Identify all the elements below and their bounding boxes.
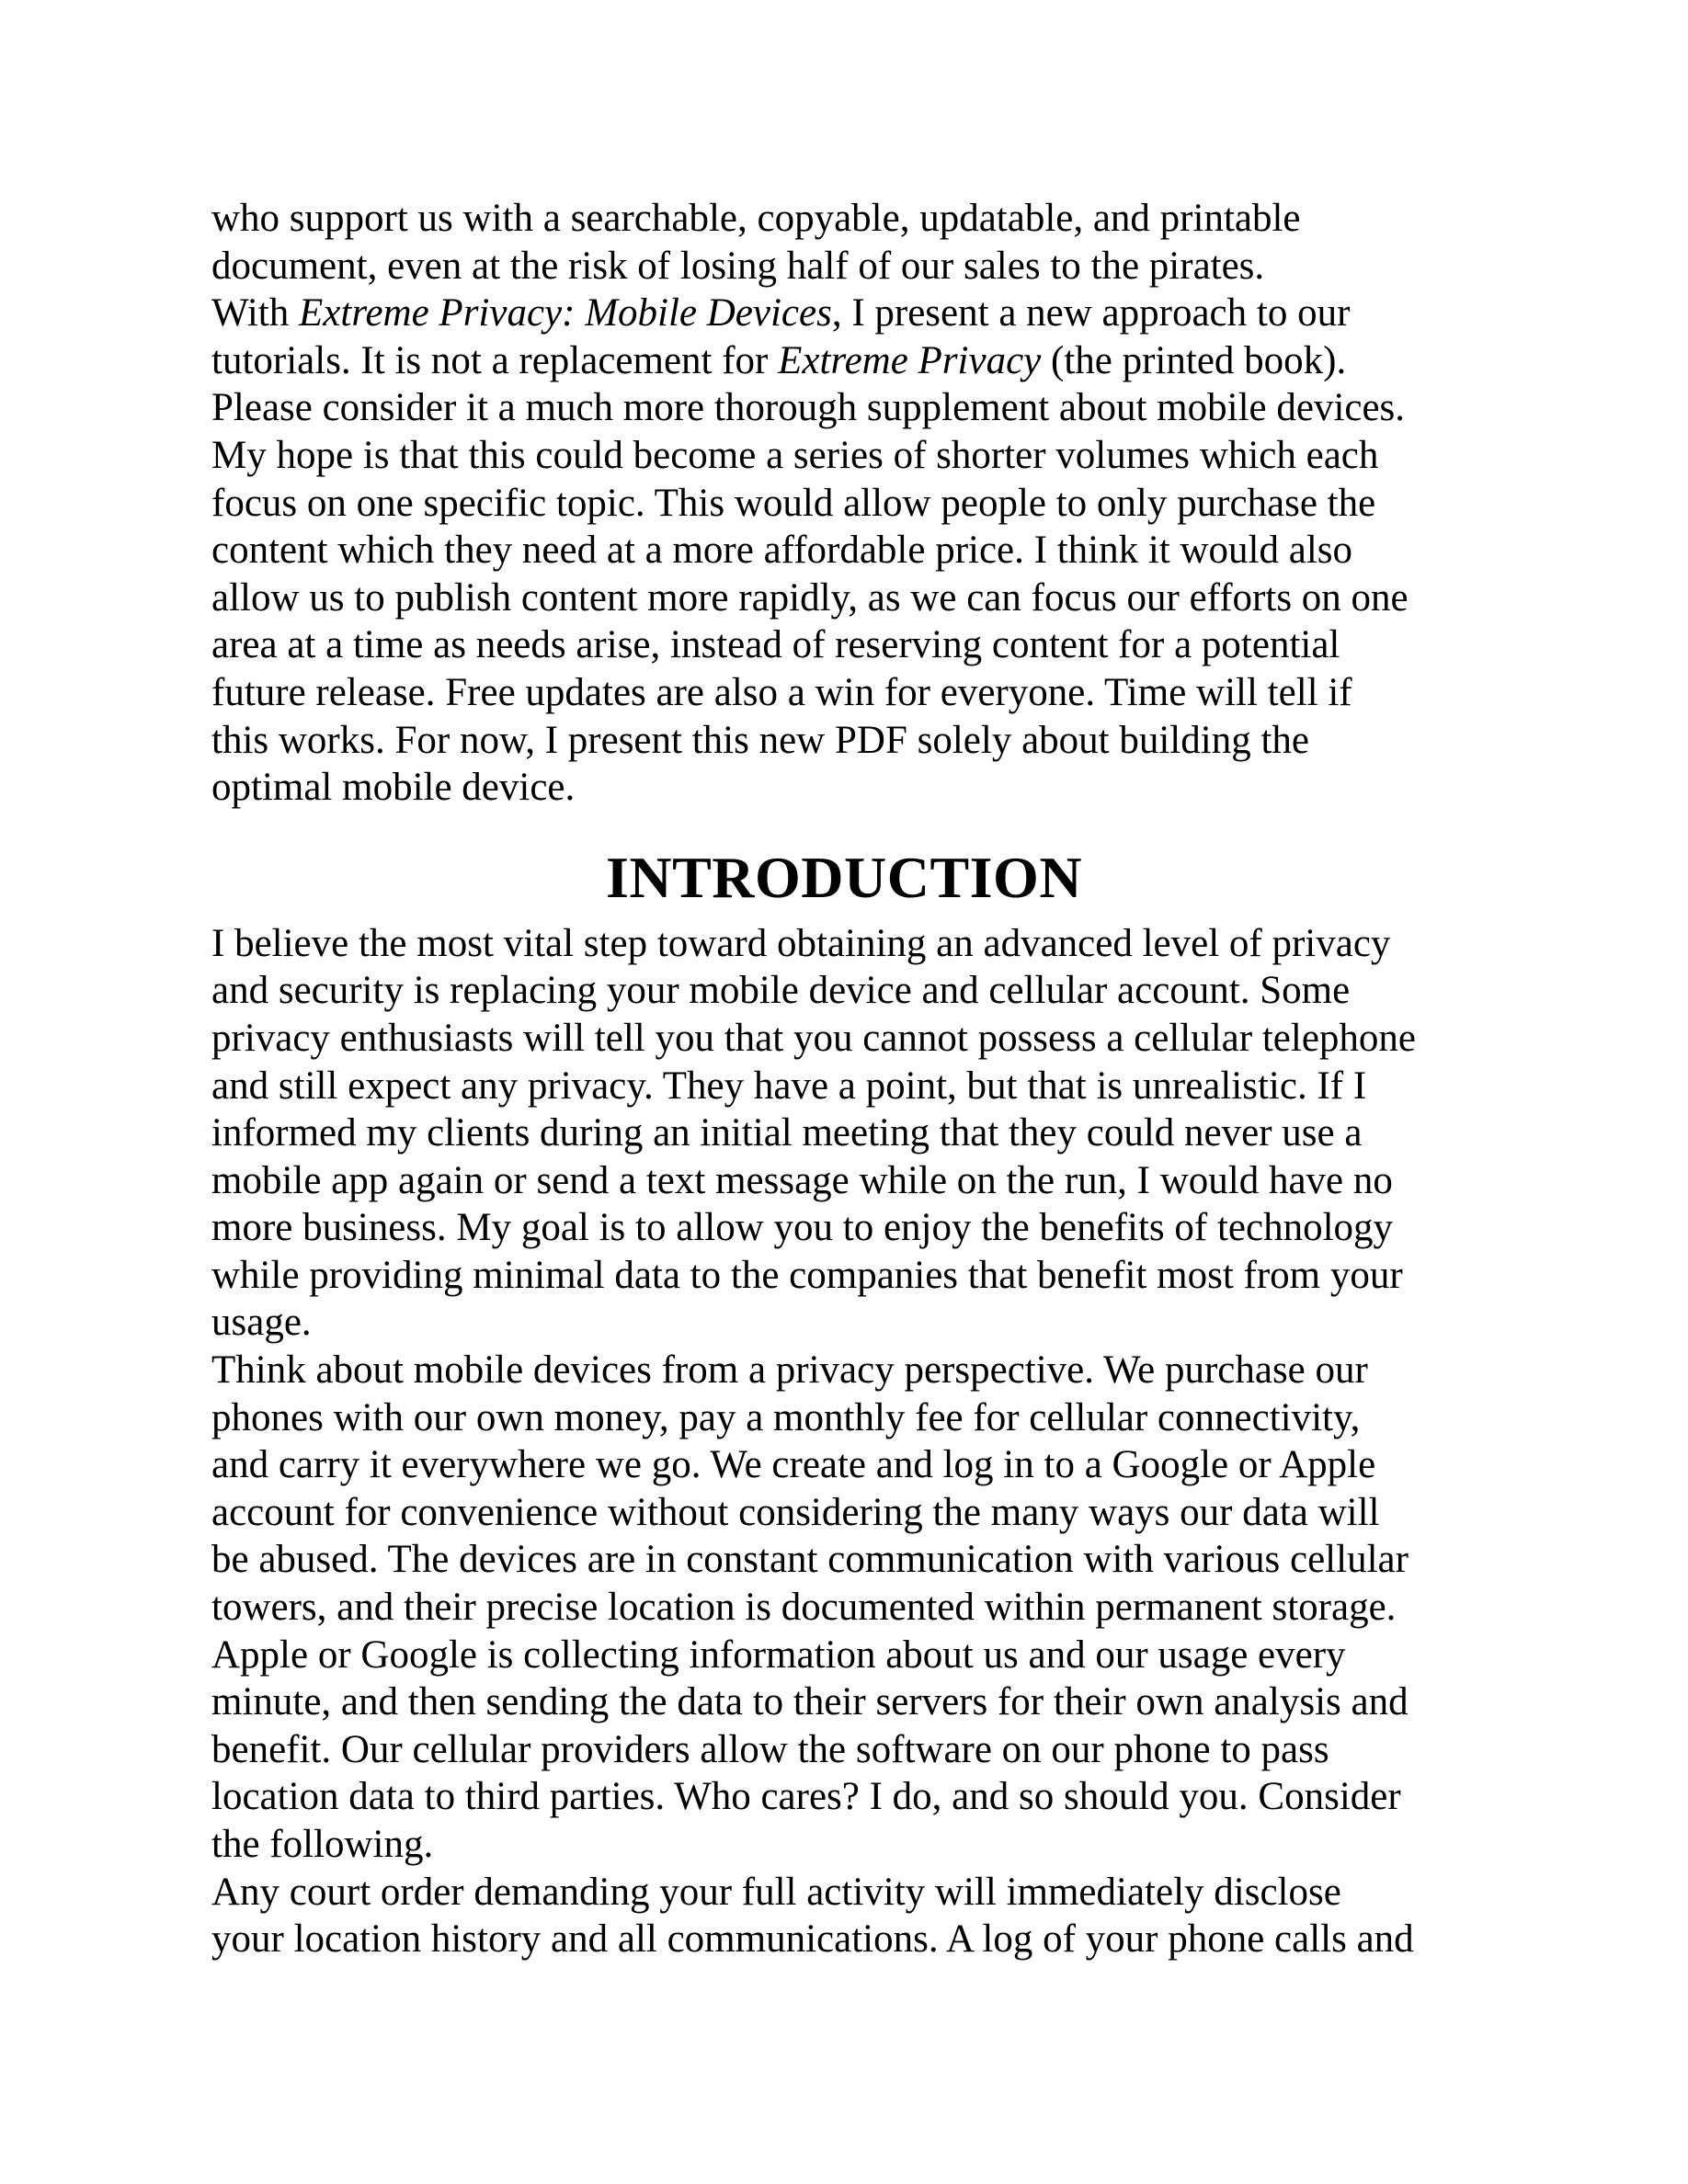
italic-text-run: Extreme Privacy: Mobile Devices — [299, 291, 832, 336]
text-run: who support us with a searchable, copyable, updatable, and printable — [211, 197, 1301, 240]
text-line — [211, 717, 1651, 765]
text-line — [211, 1632, 1651, 1679]
text-run: With — [211, 291, 300, 336]
text-run: Any court order demanding your full activity will immediately disclose — [211, 1870, 1341, 1914]
body-text-before-heading — [0, 0, 1688, 812]
text-line — [211, 1109, 1651, 1157]
text-line — [211, 1916, 1651, 1963]
text-run: My hope is that this could become a series of shorter volumes which each — [211, 433, 1379, 477]
text-line — [211, 1678, 1651, 1726]
text-line — [211, 1773, 1651, 1821]
text-run: Please consider it a much more thorough supplement about mobile devices. — [211, 386, 1406, 430]
text-run: content which they need at a more affordable price. I think it would also — [211, 529, 1353, 573]
text-line — [211, 1204, 1651, 1252]
text-line — [211, 290, 1651, 337]
text-run: be abused. The devices are in constant communication with various cellular — [211, 1538, 1409, 1582]
text-run: tutorials. It is not a replacement for — [211, 338, 779, 382]
body-text-after-heading — [0, 920, 1688, 1963]
text-run: mobile app again or send a text message while on the run, I would have no — [211, 1158, 1393, 1202]
text-run: focus on one specific topic. This would allow people to only purchase the — [211, 481, 1376, 525]
text-run: phones with our own money, pay a monthly fee for cellular connectivity, — [211, 1395, 1361, 1439]
text-run: document, even at the risk of losing half of our sales to the pirates. — [211, 244, 1265, 288]
paragraph-1 — [211, 1347, 1651, 1869]
text-run: this works. For now, I present this new PDF solely about building the — [211, 718, 1309, 762]
text-run: the following. — [211, 1823, 434, 1866]
text-line — [211, 1063, 1651, 1110]
text-run: allow us to publish content more rapidly, as we can focus our efforts on one — [211, 575, 1409, 620]
paragraph-1 — [211, 290, 1651, 812]
text-line — [211, 920, 1651, 968]
text-line — [211, 243, 1651, 290]
text-line — [211, 669, 1651, 717]
text-run: I believe the most vital step toward obtaining an advanced level of privacy — [211, 921, 1391, 965]
text-line — [211, 574, 1651, 622]
text-run: and security is replacing your mobile device and cellular account. Some — [211, 969, 1351, 1013]
text-run: towers, and their precise location is documented within permanent storage. — [211, 1586, 1397, 1630]
text-run: (the printed book). — [1041, 338, 1347, 382]
text-run: more business. My goal is to allow you to enjoy the benefits of technology — [211, 1206, 1394, 1250]
text-line — [211, 1584, 1651, 1632]
text-run: Think about mobile devices from a privacy perspective. We purchase our — [211, 1348, 1368, 1393]
text-line — [211, 1157, 1651, 1205]
italic-text-run: Extreme Privacy — [778, 338, 1042, 382]
text-line — [211, 384, 1651, 432]
text-run: optimal mobile device. — [211, 766, 576, 810]
text-run: future release. Free updates are also a win for everyone. Time will tell if — [211, 670, 1352, 714]
text-run: usage. — [211, 1301, 312, 1345]
text-run: benefit. Our cellular providers allow the software on our phone to pass — [211, 1727, 1329, 1771]
text-line — [211, 1015, 1651, 1063]
text-run: your location history and all communications. A log of your phone calls and — [211, 1917, 1414, 1962]
text-line — [211, 337, 1651, 385]
text-run: Apple or Google is collecting information about us and our usage every — [211, 1632, 1346, 1677]
text-line — [211, 1441, 1651, 1489]
text-line — [211, 1252, 1651, 1300]
text-run: area at a time as needs arise, instead of reserving content for a potential — [211, 623, 1340, 667]
text-run: privacy enthusiasts will tell you that you cannot possess a cellular telephone — [211, 1016, 1416, 1060]
text-line — [211, 967, 1651, 1015]
text-line — [211, 195, 1651, 243]
text-run: and still expect any privacy. They have a point, but that is unrealistic. If I — [211, 1064, 1367, 1108]
text-line — [211, 1394, 1651, 1442]
section-heading: INTRODUCTION — [605, 844, 1083, 910]
text-line — [211, 432, 1651, 480]
text-run: account for convenience without considering the many ways our data will — [211, 1490, 1380, 1534]
text-run: and carry it everywhere we go. We create and log in to a Google or Apple — [211, 1443, 1376, 1487]
text-line — [211, 1489, 1651, 1537]
text-run: while providing minimal data to the companies that benefit most from your — [211, 1253, 1403, 1297]
text-run: minute, and then sending the data to their servers for their own analysis and — [211, 1680, 1409, 1724]
text-run: informed my clients during an initial meeting that they could never use a — [211, 1111, 1363, 1155]
text-run: location data to third parties. Who cares? I do, and so should you. Consider — [211, 1775, 1401, 1819]
text-line — [211, 527, 1651, 574]
text-line — [211, 1536, 1651, 1584]
text-line — [211, 480, 1651, 528]
text-line — [211, 1347, 1651, 1394]
text-run: , I present a new approach to our — [831, 291, 1351, 336]
paragraph-0 — [211, 920, 1651, 1347]
text-line — [211, 764, 1651, 812]
text-line — [211, 1299, 1651, 1347]
text-line — [211, 1726, 1651, 1774]
paragraph-2 — [211, 1869, 1651, 1963]
text-line — [211, 1821, 1651, 1869]
text-line — [211, 1869, 1651, 1917]
paragraph-0 — [211, 195, 1651, 290]
text-line — [211, 621, 1651, 669]
